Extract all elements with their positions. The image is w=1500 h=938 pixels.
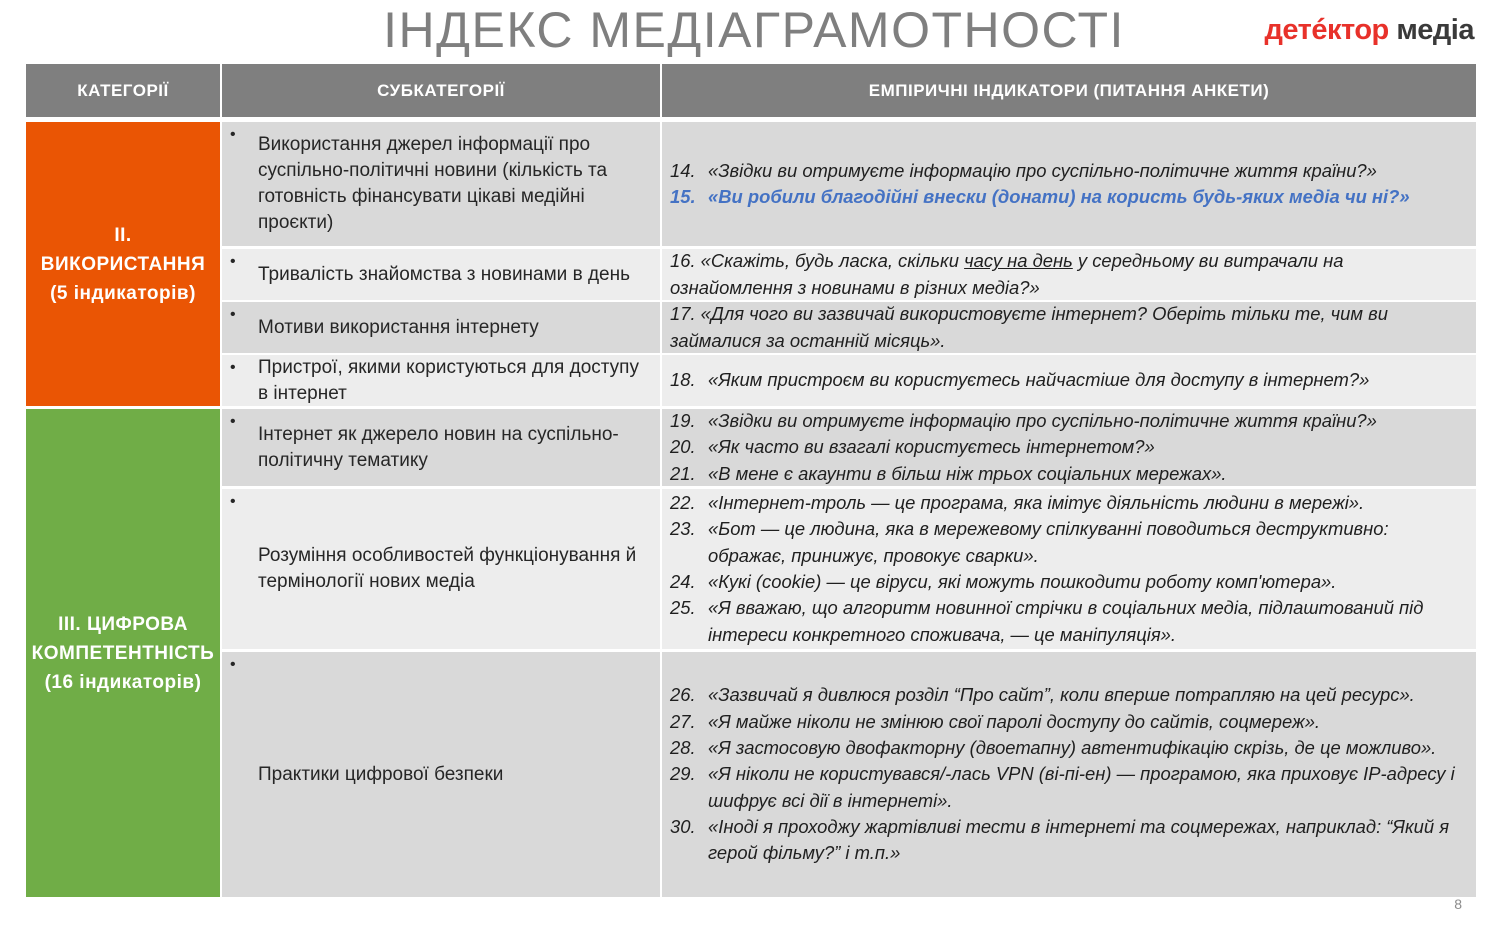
- indicator-item: [670, 434, 1468, 460]
- indicators-row-5: [662, 409, 1476, 486]
- indicator-item: [670, 761, 1468, 814]
- indicator-item: [670, 595, 1468, 648]
- indicator-text: 17. «Для чого ви зазвичай використовуєте інтернет? Оберіть тільки те, чим ви займалися за останній місяць».: [670, 303, 1388, 351]
- indicator-text: «Ви робили благодійні внески (донати) на користь будь-яких медіа чи ні?»: [708, 186, 1410, 207]
- indicator-item: [670, 709, 1468, 735]
- indicator-number: 27.: [670, 710, 696, 732]
- indicator-text: «Іноді я проходжу жартівливі тести в інтернеті та соцмережах, наприклад: “Який я герой фільму?” і т.п.»: [708, 815, 1450, 864]
- indicator-text: «Я майже ніколи не змінюю свої паролі доступу до сайтів, соцмереж».: [708, 710, 1321, 732]
- bullet: •: [230, 359, 236, 376]
- indicators-row-7: [662, 652, 1476, 897]
- indicator-number: 22.: [670, 492, 696, 514]
- category-usage-line1: ІІ.: [114, 224, 132, 246]
- indicator-text: «Я ніколи не користувався/-лась VPN (ві-пі-ен) — програмою, яка приховує IP-адресу і шифрує всі дії в інтернеті».: [708, 763, 1455, 811]
- indicator-item: [670, 490, 1468, 516]
- subcategory-row-7: [222, 652, 660, 897]
- bullet: •: [230, 126, 236, 143]
- indicator-text: «Звідки ви отримуєте інформацію про суспільно-політичне життя країни?»: [708, 410, 1377, 432]
- indicator-number: 19.: [670, 410, 696, 432]
- subcategory-text: Практики цифрової безпеки: [258, 763, 504, 785]
- indicator-number: 15.: [670, 186, 696, 207]
- indicator-text: «Звідки ви отримуєте інформацію про суспільно-політичне життя країни?»: [708, 159, 1377, 181]
- subcategory-row-3: [222, 302, 660, 353]
- subcategory-row-5: [222, 409, 660, 486]
- indicator-item: [670, 408, 1468, 434]
- indicators-row-3: [662, 302, 1476, 353]
- category-digital-line1: ІІІ. ЦИФРОВА: [58, 613, 188, 635]
- logo-part-1: детéктор: [1264, 14, 1389, 46]
- indicator-text: «В мене є акаунти в більш ніж трьох соціальних мережах».: [708, 462, 1227, 484]
- subcategory-text: Пристрої, якими користуються для доступу в інтернет: [258, 356, 639, 404]
- header-indicators: ЕМПІРИЧНІ ІНДИКАТОРИ (ПИТАННЯ АНКЕТИ): [662, 64, 1476, 117]
- indicator-text-before: 16. «Скажіть, будь ласка, скільки: [670, 250, 965, 272]
- indicator-text: «Я застосовую двофакторну (двоетапну) автентифікацію скрізь, де це можливо».: [708, 737, 1437, 759]
- subcategory-text: Використання джерел інформації про суспільно-політичні новини (кількість та готовність фінансувати цікаві медійні проєкти): [258, 134, 608, 233]
- indicator-text: «Кукі (cookie) — це віруси, які можуть пошкодити роботу комп'ютера».: [708, 571, 1337, 592]
- indicator-item: [670, 735, 1468, 761]
- subcategory-text: Інтернет як джерело новин на суспільно-політичну тематику: [258, 423, 619, 471]
- subcategory-text: Тривалість знайомства з новинами в день: [258, 263, 630, 285]
- header-category: КАТЕГОРІЇ: [26, 64, 220, 117]
- bullet: •: [230, 413, 236, 430]
- indicator-item: [670, 367, 1468, 393]
- indicator-text-underlined: часу на день: [964, 250, 1073, 272]
- subcategory-row-1: [222, 122, 660, 246]
- bullet: •: [230, 656, 236, 673]
- category-digital-line2: КОМПЕТЕНТНІСТЬ: [31, 642, 215, 664]
- indicator-text-after: у середньому ви витрачали на ознайомлення з новинами в різних медіа?»: [670, 250, 1344, 298]
- indicators-row-2: [662, 249, 1476, 300]
- bullet: •: [230, 253, 236, 270]
- indicator-text: «Яким пристроєм ви користуєтесь найчастіше для доступу в інтернет?»: [708, 369, 1370, 391]
- indicator-text: «Як часто ви взагалі користуєтесь інтернетом?»: [708, 436, 1155, 458]
- subcategory-text: Мотиви використання інтернету: [258, 316, 539, 338]
- slide-title: ІНДЕКС МЕДІАГРАМОТНОСТІ: [383, 2, 1125, 58]
- page-number: 8: [1454, 896, 1462, 912]
- category-usage: [26, 122, 220, 406]
- indicator-number: 28.: [670, 737, 696, 759]
- indicator-text: [670, 248, 1468, 301]
- category-usage-line2: ВИКОРИСТАННЯ: [40, 253, 206, 275]
- indicator-number: 14.: [670, 159, 696, 181]
- indicator-number: 21.: [670, 462, 696, 484]
- indicator-item: [670, 814, 1468, 867]
- indicators-row-1: [662, 122, 1476, 246]
- indicator-item: [670, 516, 1468, 569]
- indicators-row-4: [662, 355, 1476, 406]
- category-digital-line3: (16 індикаторів): [44, 671, 202, 693]
- indicator-number: 23.: [670, 518, 696, 540]
- indicator-text: «Зазвичай я дивлюся розділ “Про сайт”, коли вперше потрапляю на цей ресурс».: [708, 684, 1415, 706]
- indicator-number: 18.: [670, 369, 696, 391]
- indicator-number: 26.: [670, 684, 696, 706]
- subcategory-row-4: [222, 355, 660, 406]
- indicator-number: 29.: [670, 763, 696, 785]
- header-subcategory: СУБКАТЕГОРІЇ: [222, 64, 660, 117]
- logo-part-2: медіа: [1396, 14, 1474, 46]
- indicator-number: 30.: [670, 815, 696, 837]
- indicator-item-highlighted: [670, 184, 1468, 210]
- indicator-item: [670, 682, 1468, 708]
- indicator-text: «Я вважаю, що алгоритм новинної стрічки в соціальних медіа, підлаштований під інтереси конкретного споживача, — це маніпуляція».: [708, 597, 1424, 645]
- bullet: •: [230, 493, 236, 510]
- bullet: •: [230, 306, 236, 323]
- subcategory-row-6: [222, 489, 660, 649]
- category-usage-line3: (5 індикаторів): [50, 282, 196, 304]
- indicator-item: [670, 569, 1468, 595]
- category-digital-competence: [26, 409, 220, 897]
- indicator-item: [670, 461, 1468, 487]
- subcategory-text: Розуміння особливостей функціонування й термінології нових медіа: [258, 545, 637, 592]
- indicator-number: 25.: [670, 597, 696, 619]
- indicator-number: 20.: [670, 436, 696, 458]
- indicators-row-6: [662, 489, 1476, 649]
- indicator-text: «Інтернет-троль — це програма, яка імітує діяльність людини в мережі».: [708, 492, 1365, 514]
- indicator-number: 24.: [670, 571, 696, 592]
- indicator-text: «Бот — це людина, яка в мережевому спілкуванні поводиться деструктивно: ображає, принижує, провокує сварки».: [708, 518, 1389, 566]
- subcategory-row-2: [222, 249, 660, 300]
- indicator-item: [670, 158, 1468, 184]
- detector-media-logo: [1265, 14, 1475, 47]
